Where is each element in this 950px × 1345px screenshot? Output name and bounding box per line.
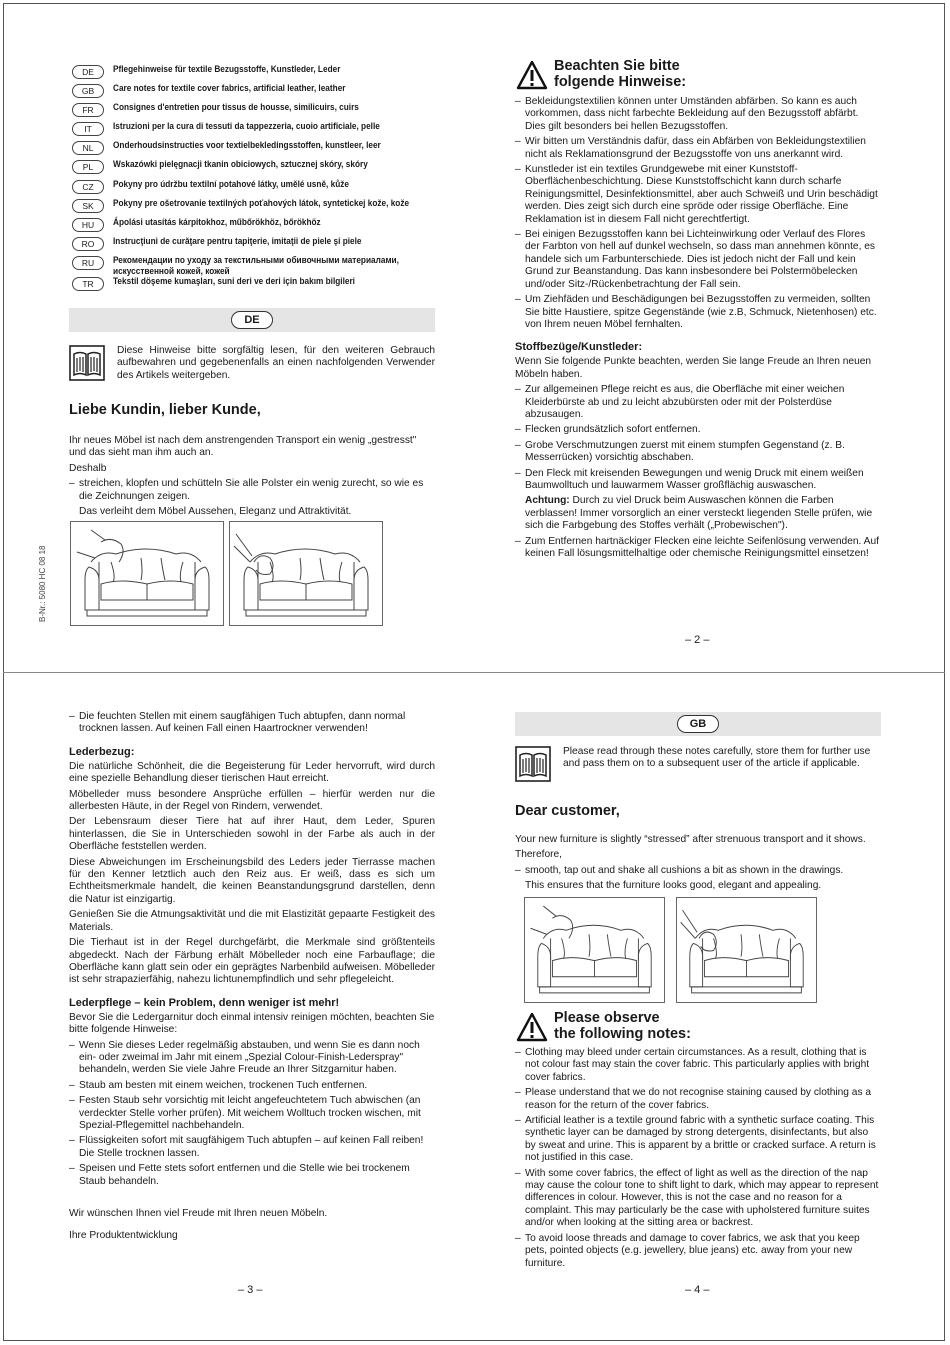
language-row (72, 276, 442, 295)
language-title: Care notes for textile cover fabrics, artificial leather, leather (113, 83, 346, 95)
warning-title-line2: folgende Hinweise: (554, 74, 687, 90)
leather-paragraph: Möbelleder muss besondere Ansprüche erfüllen – hierfür werden nur die allerbesten Häute, in der Regel von Rindern, verwendet. (69, 788, 435, 813)
language-code-badge: IT (72, 122, 104, 136)
warning-title-line1: Beachten Sie bitte (554, 58, 680, 74)
page-divider (3, 672, 945, 673)
leather-paragraph: Diese Abweichungen im Erscheinungsbild des Leders jeder Tierrasse machen für den Kenner letztlich auch den Reiz aus. Er weiß, dass es sich um Echtheitsmerkmale handelt, die keinen Beanstandungsgrund darstellen, denn die Natur ist einzigartig. (69, 856, 435, 905)
language-title: Pokyny pro údržbu textilní potahové látky, umělé usně, kůže (113, 178, 349, 190)
sofa-tapping-illustration (677, 898, 816, 1002)
page3-body (69, 711, 435, 1246)
bullet-item: – Kunstleder ist ein textiles Grundgewebe mit einer Kunststoff-Oberflächenbeschichtung. Diese Kunststoffschicht kann durch scharfe Reinigungsmittel, Desinfektionsmittel, aber auch Schweiß und Urin beschädigt werden. Dies zeigt sich durch eine spröde oder rissige Oberfläche. Eine Reklamation ist in diesem Fall nicht gerechtfertigt. (515, 164, 881, 226)
language-title: Pflegehinweise für textile Bezugsstoffe, Kunstleder, Leder (113, 64, 341, 75)
language-list (72, 64, 442, 295)
language-title: Instrucţiuni de curăţare pentru tapiţerie, imitaţii de piele şi piele (113, 235, 362, 247)
fabric-subheading: Stoffbezüge/Kunstleder: (515, 341, 643, 354)
closing-text: Wir wünschen Ihnen viel Freude mit Ihren neuen Möbeln. (69, 1208, 328, 1219)
bullet-item: – Festen Staub sehr vorsichtig mit leicht angefeuchtetem Tuch abwischen (an verdeckter Stelle vorher prüfen). Mit weichem Wolltuch trocken wischen, mit Spezial-Pflegemittel nachbehandeln. (69, 1095, 435, 1132)
page-number-3: – 3 – (238, 1284, 263, 1296)
sofa-drawing-2 (229, 521, 383, 626)
bullet-item: – Speisen und Fette stets sofort entfernen und die Stelle wie bei trockenem Staub behandeln. (69, 1163, 435, 1188)
bullet-item: – streichen, klopfen und schütteln Sie alle Polster ein wenig zurecht, so wie es die Zeichnungen zeigen. (69, 478, 429, 503)
bullet-item: – Staub am besten mit einem weichen, trockenen Tuch entfernen. (69, 1080, 435, 1092)
attention-note (515, 495, 881, 532)
language-title: Istruzioni per la cura di tessuti da tappezzeria, cuoio artificiale, pelle (113, 121, 380, 133)
language-title: Consignes d'entretien pour tissus de housse, similicuirs, cuirs (113, 102, 359, 114)
language-row (72, 255, 442, 276)
language-code-badge: RU (72, 256, 104, 270)
bullet-item: – Zum Entfernen hartnäckiger Flecken eine leichte Seifenlösung verwenden. Auf keinen Fall lösungsmittelhaltige oder chemische Reinigungsmittel einsetzen! (515, 536, 881, 561)
therefore-text: Deshalb (69, 462, 107, 474)
open-book-icon (515, 746, 551, 782)
language-row (72, 217, 442, 236)
language-code-badge: RO (72, 237, 104, 251)
language-row (72, 159, 442, 178)
language-title: Tekstil döşeme kumaşları, suni deri ve deri için bakım bilgileri (113, 275, 355, 287)
language-row (72, 179, 442, 198)
bullet-item: – Wenn Sie dieses Leder regelmäßig abstauben, und wenn Sie es dann noch ein- oder zweimal im Jahr mit einem „Spezial Colour-Finish-Lederspray" behandeln, werden Sie viele Jahre Freude an Ihrer Sitzgarnitur haben. (69, 1040, 435, 1077)
warning-triangle-icon (516, 60, 548, 90)
language-title: Pokyny pre ošetrovanie textilných poťahových látok, syntetickej kože, kože (113, 197, 410, 209)
language-title: Onderhoudsinstructies voor textielbekledingsstoffen, kunstleer, leer (113, 140, 381, 152)
language-badge-gb: GB (677, 715, 719, 733)
bullet-item: – smooth, tap out and shake all cushions a bit as shown in the drawings. (515, 865, 881, 877)
fabric-intro: Wenn Sie folgende Punkte beachten, werden Sie lange Freude an Ihren neuen Möbeln haben. (515, 356, 872, 380)
language-code-badge: NL (72, 141, 104, 155)
language-row (72, 140, 442, 159)
language-code-badge: TR (72, 277, 104, 291)
leather-subheading: Lederbezug: (69, 745, 135, 758)
page4-notes (515, 1047, 881, 1273)
bullet-item: – Clothing may bleed under certain circumstances. As a result, clothing that is not colour fast may stain the cover fabric. This particularly applies with bright cover fabrics. (515, 1047, 881, 1084)
open-book-icon (69, 345, 105, 381)
leather-paragraph: Genießen Sie die Atmungsaktivität und die mit Elastizität gepaarte Festigkeit des Materials. (69, 909, 435, 933)
attention-label: Achtung: (525, 495, 570, 507)
greeting-heading-gb: Dear customer, (515, 803, 620, 819)
bullet-item: – Flüssigkeiten sofort mit saugfähigem Tuch abtupfen – auf keinen Fall reiben! Die Stelle trocknen lassen. (69, 1135, 435, 1160)
leather-care-intro: Bevor Sie die Ledergarnitur doch einmal intensiv reinigen möchten, beachten Sie bitte folgende Hinweise: (69, 1011, 435, 1036)
bullet-continuation-gb: This ensures that the furniture looks good, elegant and appealing. (525, 880, 822, 892)
language-row (72, 198, 442, 217)
signature-text: Ihre Produktentwicklung (69, 1230, 178, 1242)
bullet-item: – Flecken grundsätzlich sofort entfernen. (515, 424, 881, 436)
leather-paragraph: Der Lebensraum dieser Tiere hat auf ihrer Haut, dem Leder, Spuren hinterlassen, die Sie in Unterschieden sowohl in der Farbe als auch in der Oberfläche feststellen werden. (69, 816, 435, 853)
warning-header-gb (516, 1010, 876, 1046)
bullet-item: – Please understand that we do not recognise staining caused by clothing as a reason for the return of the cover fabrics. (515, 1087, 881, 1112)
sofa-drawing-4 (676, 897, 817, 1003)
intro-text-gb: Your new furniture is slightly “stressed” after strenuous transport and it shows. (515, 834, 866, 845)
read-instructions-text-gb: Please read through these notes carefully, store them for further use and pass them on to a subsequent user of the article if applicable. (563, 746, 871, 770)
page-number-4: – 4 – (685, 1284, 710, 1296)
bullet-item: – Bekleidungstextilien können unter Umständen abfärben. So kann es auch vorkommen, dass nicht farbechte Bekleidung auf den Bezugsstoff abfärbt. Dies gilt besonders bei hellen Bezugsstoffen. (515, 96, 881, 133)
therefore-text-gb: Therefore, (515, 849, 562, 861)
bullet-continuation: Das verleiht dem Möbel Aussehen, Eleganz und Attraktivität. (79, 506, 352, 518)
leather-paragraph: Die Tierhaut ist in der Regel durchgefärbt, die Merkmale sind größtenteils abgedeckt. Nach der Färbung erhält Möbelleder noch eine Farbauflage; die Oberfläche kann glatt sein oder ein geprägtes Narbenbild aufweisen. Möbelleder ist sehr strapazierfähig, nahezu lichtunempfindlich und sehr pflegeleicht. (69, 937, 435, 986)
page4-body (515, 803, 881, 896)
leather-paragraph: Die natürliche Schönheit, die die Begeisterung für Leder hervorruft, wird durch eine spezielle Behandlung dieser tierischen Haut erreicht. (69, 760, 435, 785)
language-row (72, 121, 442, 140)
warning-title (554, 58, 686, 90)
bullet-item: – Wir bitten um Verständnis dafür, dass ein Abfärben von Bekleidungstextilien nicht als Reklamationsgrund der Bezugsstoffe von uns anerkannt wird. (515, 136, 881, 161)
page2-body (515, 96, 881, 563)
language-code-badge: DE (72, 65, 104, 79)
bullet-item: – Die feuchten Stellen mit einem saugfähigen Tuch abtupfen, dann normal trocknen lassen. Auf keinen Fall einen Haartrockner verwenden! (69, 711, 435, 736)
leather-care-subheading: Lederpflege – kein Problem, denn weniger ist mehr! (69, 996, 340, 1009)
greeting-heading: Liebe Kundin, lieber Kunde, (69, 402, 261, 418)
attention-text: Durch zu viel Druck beim Auswaschen können die Farben verblassen! Immer vorsorglich an einer versteckt liegenden Stelle prüfen, wie sich die Farbgebung des Stoffes verhält („Probewischen"). (525, 495, 873, 532)
bullet-item: – Grobe Verschmutzungen zuerst mit einem stumpfen Gegenstand (z. B. Messerrücken) vorsichtig abschaben. (515, 440, 881, 465)
warning-triangle-icon (516, 1012, 548, 1042)
article-number: B-Nr.: 5080 HC 08 18 (38, 545, 47, 622)
language-code-badge: FR (72, 103, 104, 117)
sofa-smoothing-illustration (525, 898, 664, 1002)
language-row (72, 102, 442, 121)
language-row (72, 64, 442, 83)
sofa-tapping-illustration (230, 522, 382, 625)
bullet-item: – To avoid loose threads and damage to cover fabrics, we ask that you keep pets, pointed objects (e.g. jewellery, blue jeans) etc. away from your new furniture. (515, 1233, 881, 1270)
read-instructions-text: Diese Hinweise bitte sorgfältig lesen, für den weiteren Gebrauch aufbewahren und gegebenenfalls an einen nachfolgenden Verwender des Artikels weitergeben. (117, 345, 435, 381)
warning-title-line1: Please observe (554, 1010, 660, 1026)
sofa-smoothing-illustration (71, 522, 223, 625)
sofa-drawing-3 (524, 897, 665, 1003)
bullet-item: – Artificial leather is a textile ground fabric with a synthetic surface coating. This synthetic layer can be damaged by strong detergents, disinfectants, but also by sweat and urine. This is apparent by a brittle or cracked surface. A return is not justified in this case. (515, 1115, 881, 1165)
intro-text: Ihr neues Möbel ist nach dem anstrengenden Transport ein wenig „gestresst" und das sieht man ihm auch an. (69, 435, 417, 459)
warning-title-line2: the following notes: (554, 1026, 691, 1042)
language-row (72, 83, 442, 102)
language-bar-gb (515, 712, 881, 736)
language-badge-de: DE (231, 311, 273, 329)
language-bar-de (69, 308, 435, 332)
language-title: Wskazówki pielęgnacji tkanin obiciowych, sztucznej skóry, skóry (113, 159, 368, 171)
language-title: Рекомендации по уходу за текстильными обивочными материалами, искусственной кожей, кожей (113, 254, 399, 277)
bullet-item: – Zur allgemeinen Pflege reicht es aus, die Oberfläche mit einer weichen Kleiderbürste ab und zu leicht abzubürsten oder mit der Polsterdüse abzusaugen. (515, 384, 881, 421)
bullet-item: – With some cover fabrics, the effect of light as well as the direction of the nap may cause the colour tone to shift light to dark, which may appear to represent differences in colour. However, this is not the case and no reason for a complaint. This may particularly be the case with upholstered furniture suites and/or when looking at the sitting area or backrest. (515, 1168, 881, 1230)
sofa-drawing-1 (70, 521, 224, 626)
language-code-badge: PL (72, 160, 104, 174)
language-code-badge: CZ (72, 180, 104, 194)
bullet-item: – Den Fleck mit kreisenden Bewegungen und wenig Druck mit einem weißen Baumwolltuch und lauwarmem Wasser großflächig auswaschen. (515, 468, 881, 493)
language-row (72, 236, 442, 255)
language-code-badge: SK (72, 199, 104, 213)
page1-body (69, 402, 429, 521)
page-number-2: – 2 – (685, 634, 710, 646)
language-code-badge: HU (72, 218, 104, 232)
warning-title-gb (554, 1010, 691, 1042)
bullet-item: – Bei einigen Bezugsstoffen kann bei Lichteinwirkung oder Verlauf des Flores der Farbton von hell auf dunkel wechseln, so dass man annehmen könnte, es handele sich um Farbunterschiede. Dies ist jedoch nicht der Fall und kein Grund zur Beanstandung. Das kann insbesondere bei Polstermöbelecken und/oder Sitz-/Rückenbetrachtung der Fall sein. (515, 229, 881, 291)
language-title: Ápolási utasítás kárpitokhoz, műbőrökhöz, bőrökhöz (113, 216, 321, 228)
bullet-item: – Um Ziehfäden und Beschädigungen bei Bezugsstoffen zu vermeiden, sollten Sie bitte Haustiere, spitze Gegenstände (wie z.B, Schmuck, Nietenhosen) etc. von Ihrem neuen Möbel fernhalten. (515, 294, 881, 331)
warning-header-de (516, 58, 876, 94)
language-code-badge: GB (72, 84, 104, 98)
